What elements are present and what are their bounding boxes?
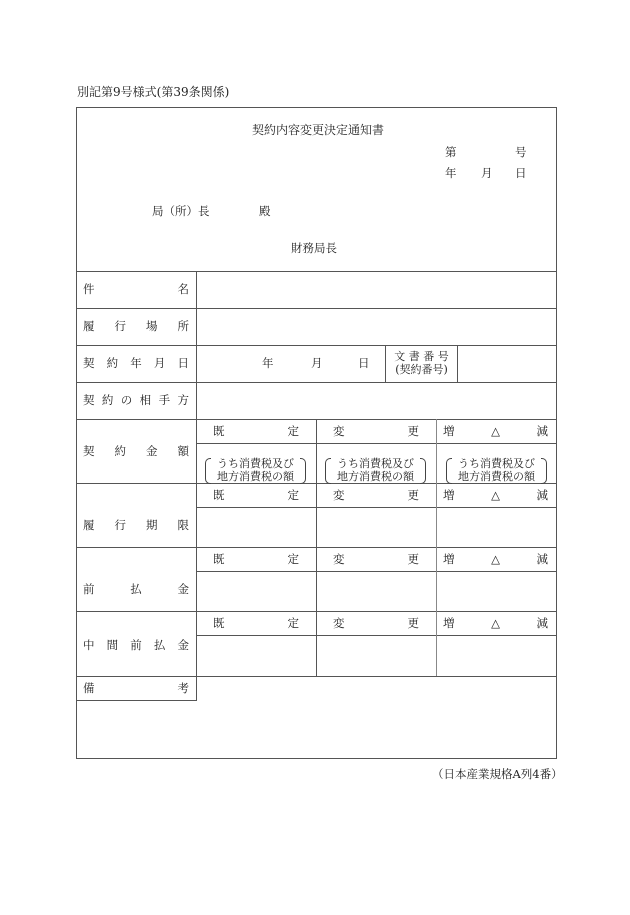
tax-note-changed: うち消費税及び 地方消費税の額	[325, 457, 426, 483]
label-contract-date: 契 約 年 月 日	[83, 356, 189, 370]
form-reference: 別記第9号様式(第39条関係)	[77, 85, 230, 99]
advance-existing-field[interactable]	[197, 572, 316, 611]
col-changed-deadline: 変 更	[333, 488, 419, 502]
deadline-changed-field[interactable]	[317, 508, 436, 547]
subject-field[interactable]	[197, 272, 556, 308]
col-changed-amount: 変 更	[333, 424, 419, 438]
honorific: 殿	[259, 204, 271, 218]
col-existing-deadline: 既 定	[213, 488, 299, 502]
col-existing-interim: 既 定	[213, 616, 299, 630]
deadline-diff-field[interactable]	[437, 508, 556, 547]
paper-size-note: （日本産業規格A列4番）	[432, 767, 563, 781]
doc-number-field[interactable]	[458, 346, 556, 382]
tax-note-existing: うち消費税及び 地方消費税の額	[205, 457, 306, 483]
sender: 財務局長	[291, 241, 337, 255]
interim-changed-field[interactable]	[317, 636, 436, 676]
col-diff-amount: 増 △ 減	[443, 424, 548, 438]
advance-changed-field[interactable]	[317, 572, 436, 611]
contract-month-label: 月	[311, 356, 323, 370]
label-performance-deadline: 履 行 期 限	[83, 518, 189, 532]
label-interim-advance: 中 間 前 払 金	[83, 638, 189, 652]
advance-diff-field[interactable]	[437, 572, 556, 611]
date-month: 月	[481, 166, 493, 180]
number-prefix: 第	[445, 145, 457, 159]
label-advance-payment: 前 払 金	[83, 582, 189, 596]
addressee: 局（所）長	[152, 204, 210, 218]
col-diff-deadline: 増 △ 減	[443, 488, 548, 502]
interim-diff-field[interactable]	[437, 636, 556, 676]
contract-year-label: 年	[262, 356, 274, 370]
doc-number-label: 文 書 番 号 (契約番号)	[394, 350, 449, 376]
date-year: 年	[445, 166, 457, 180]
label-location: 履 行 場 所	[83, 319, 189, 333]
label-contract-amount: 契 約 金 額	[83, 444, 189, 458]
col-diff-interim: 増 △ 減	[443, 616, 548, 630]
label-subject: 件 名	[83, 282, 189, 296]
label-counterparty: 契 約 の 相 手 方	[83, 393, 189, 407]
number-suffix: 号	[515, 145, 527, 159]
contract-day-label: 日	[358, 356, 370, 370]
label-remarks: 備 考	[83, 681, 189, 695]
deadline-existing-field[interactable]	[197, 508, 316, 547]
document-title: 契約内容変更決定通知書	[252, 123, 385, 137]
col-existing-amount: 既 定	[213, 424, 299, 438]
col-changed-interim: 変 更	[333, 616, 419, 630]
tax-note-diff: うち消費税及び 地方消費税の額	[446, 457, 547, 483]
col-diff-advance: 増 △ 減	[443, 552, 548, 566]
col-changed-advance: 変 更	[333, 552, 419, 566]
interim-existing-field[interactable]	[197, 636, 316, 676]
remarks-field[interactable]	[77, 701, 556, 758]
col-existing-advance: 既 定	[213, 552, 299, 566]
date-day: 日	[515, 166, 527, 180]
counterparty-field[interactable]	[197, 383, 556, 419]
location-field[interactable]	[197, 309, 556, 345]
